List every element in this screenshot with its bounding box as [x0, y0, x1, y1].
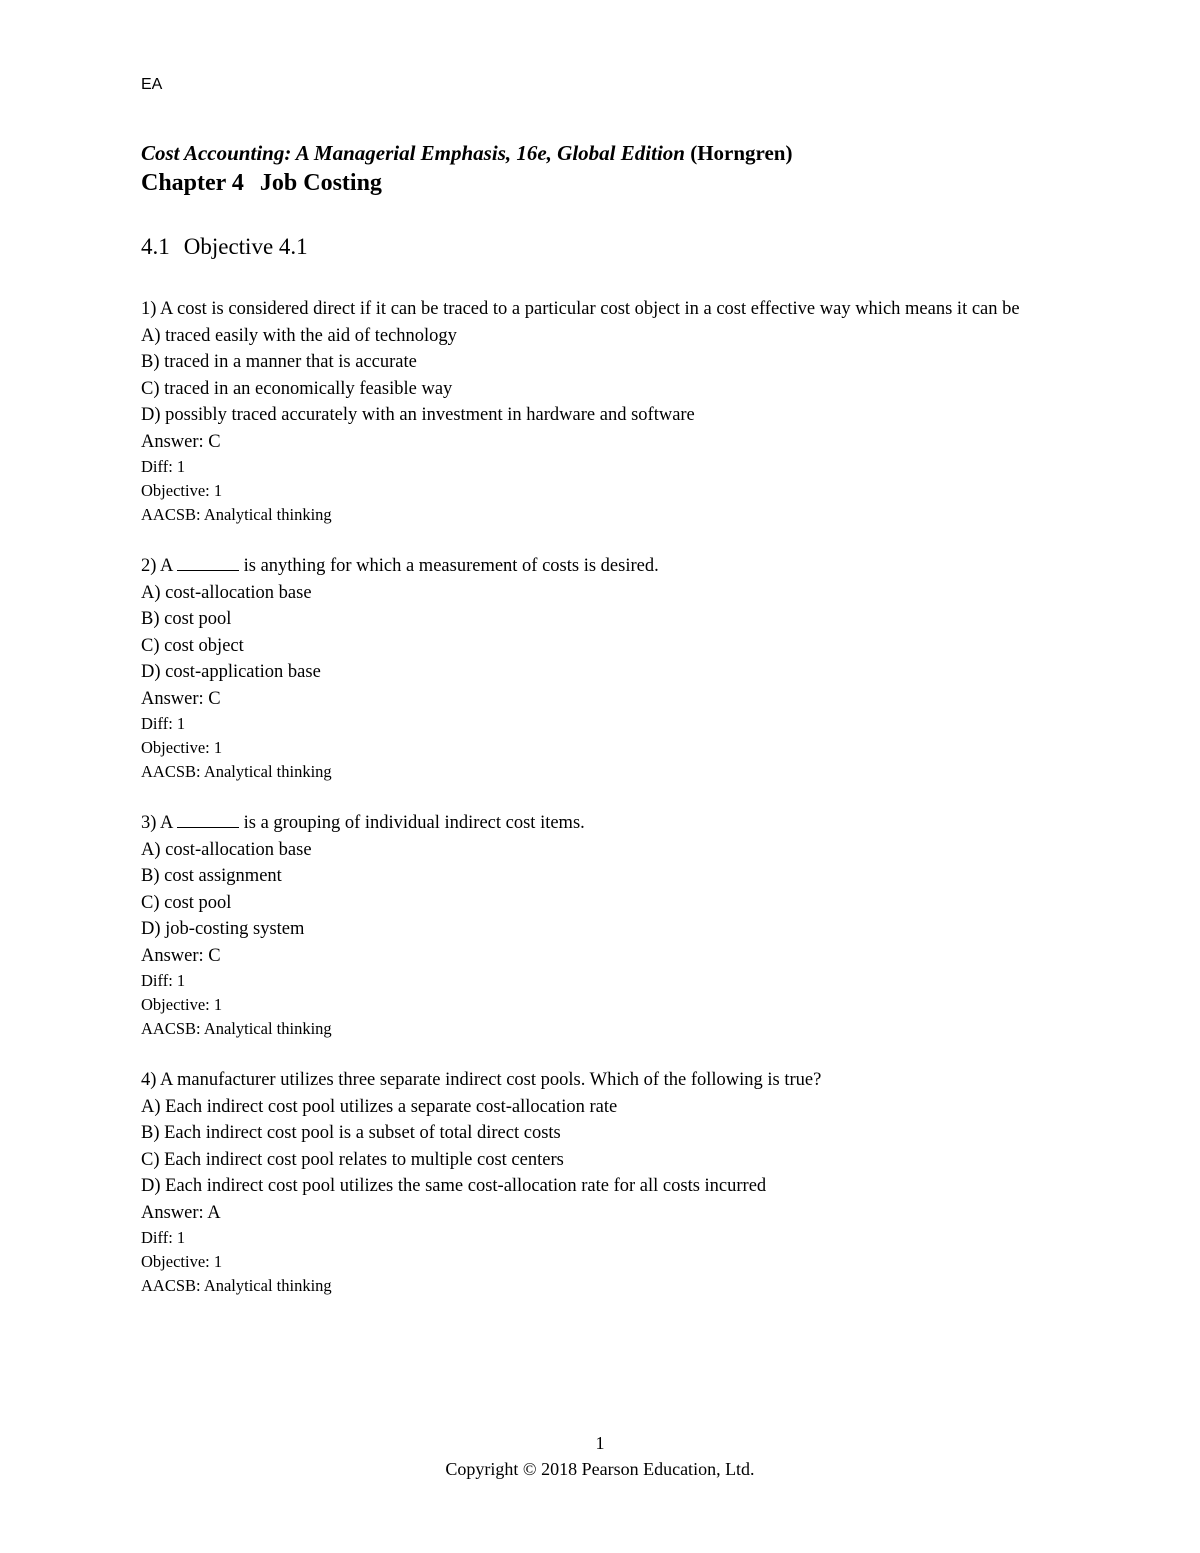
option-c: C) Each indirect cost pool relates to multiple cost centers [141, 1149, 564, 1170]
option-c: C) traced in an economically feasible way [141, 378, 453, 399]
chapter-title [141, 170, 382, 197]
difficulty: Diff: 1 [141, 457, 186, 476]
fill-in-blank [177, 555, 239, 571]
stem-before-blank: 2) A [141, 556, 177, 576]
book-title-text: Cost Accounting: A Managerial Emphasis, 16e, Global Edition [141, 141, 685, 165]
answer: Answer: C [141, 945, 221, 966]
section-heading [141, 234, 308, 260]
copyright-notice: Copyright © 2018 Pearson Education, Ltd. [445, 1459, 755, 1479]
objective: Objective: 1 [141, 738, 223, 757]
chapter-number: Chapter 4 [141, 170, 244, 196]
aacsb: AACSB: Analytical thinking [141, 762, 332, 781]
header-tag: EA [141, 76, 163, 93]
stem-after-blank: is a grouping of individual indirect cost items. [238, 813, 585, 833]
answer: Answer: C [141, 431, 221, 452]
chapter-name: Job Costing [259, 170, 382, 196]
option-b: B) traced in a manner that is accurate [141, 352, 417, 372]
question-2 [141, 553, 1041, 784]
fill-in-blank [177, 812, 239, 828]
book-title [141, 141, 792, 166]
aacsb: AACSB: Analytical thinking [141, 1019, 332, 1038]
option-d: D) job-costing system [141, 919, 305, 939]
option-d: D) possibly traced accurately with an investment in hardware and software [141, 405, 695, 425]
question-4 [141, 1067, 1041, 1298]
question-stem [141, 553, 1041, 580]
answer: Answer: C [141, 688, 221, 709]
stem-after-blank: is anything for which a measurement of costs is desired. [238, 556, 659, 576]
option-a: A) Each indirect cost pool utilizes a separate cost-allocation rate [141, 1096, 618, 1117]
page-number: 1 [595, 1433, 605, 1453]
question-1 [141, 296, 1041, 527]
objective: Objective: 1 [141, 1252, 223, 1271]
objective: Objective: 1 [141, 481, 223, 500]
aacsb: AACSB: Analytical thinking [141, 505, 332, 524]
option-c: C) cost pool [141, 892, 232, 913]
option-d: D) cost-application base [141, 662, 321, 682]
book-author: (Horngren) [690, 141, 793, 165]
difficulty: Diff: 1 [141, 1228, 186, 1247]
option-d: D) Each indirect cost pool utilizes the same cost-allocation rate for all costs incurred [141, 1176, 767, 1196]
difficulty: Diff: 1 [141, 971, 186, 990]
option-a: A) cost-allocation base [141, 839, 312, 860]
option-b: B) Each indirect cost pool is a subset of total direct costs [141, 1123, 561, 1143]
objective: Objective: 1 [141, 995, 223, 1014]
difficulty: Diff: 1 [141, 714, 186, 733]
section-name: Objective 4.1 [183, 234, 308, 259]
option-b: B) cost pool [141, 609, 232, 629]
question-3 [141, 810, 1041, 1041]
answer: Answer: A [141, 1202, 221, 1223]
aacsb: AACSB: Analytical thinking [141, 1276, 332, 1295]
option-a: A) cost-allocation base [141, 582, 312, 603]
option-b: B) cost assignment [141, 866, 282, 886]
question-list [141, 296, 1041, 1324]
question-stem [141, 810, 1041, 837]
question-stem: 1) A cost is considered direct if it can be traced to a particular cost object in a cost effective way which means it can be [141, 299, 1020, 319]
option-a: A) traced easily with the aid of technology [141, 325, 457, 346]
stem-before-blank: 3) A [141, 813, 177, 833]
option-c: C) cost object [141, 635, 244, 656]
question-stem: 4) A manufacturer utilizes three separate indirect cost pools. Which of the following is true? [141, 1070, 822, 1090]
section-number: 4.1 [141, 234, 170, 259]
